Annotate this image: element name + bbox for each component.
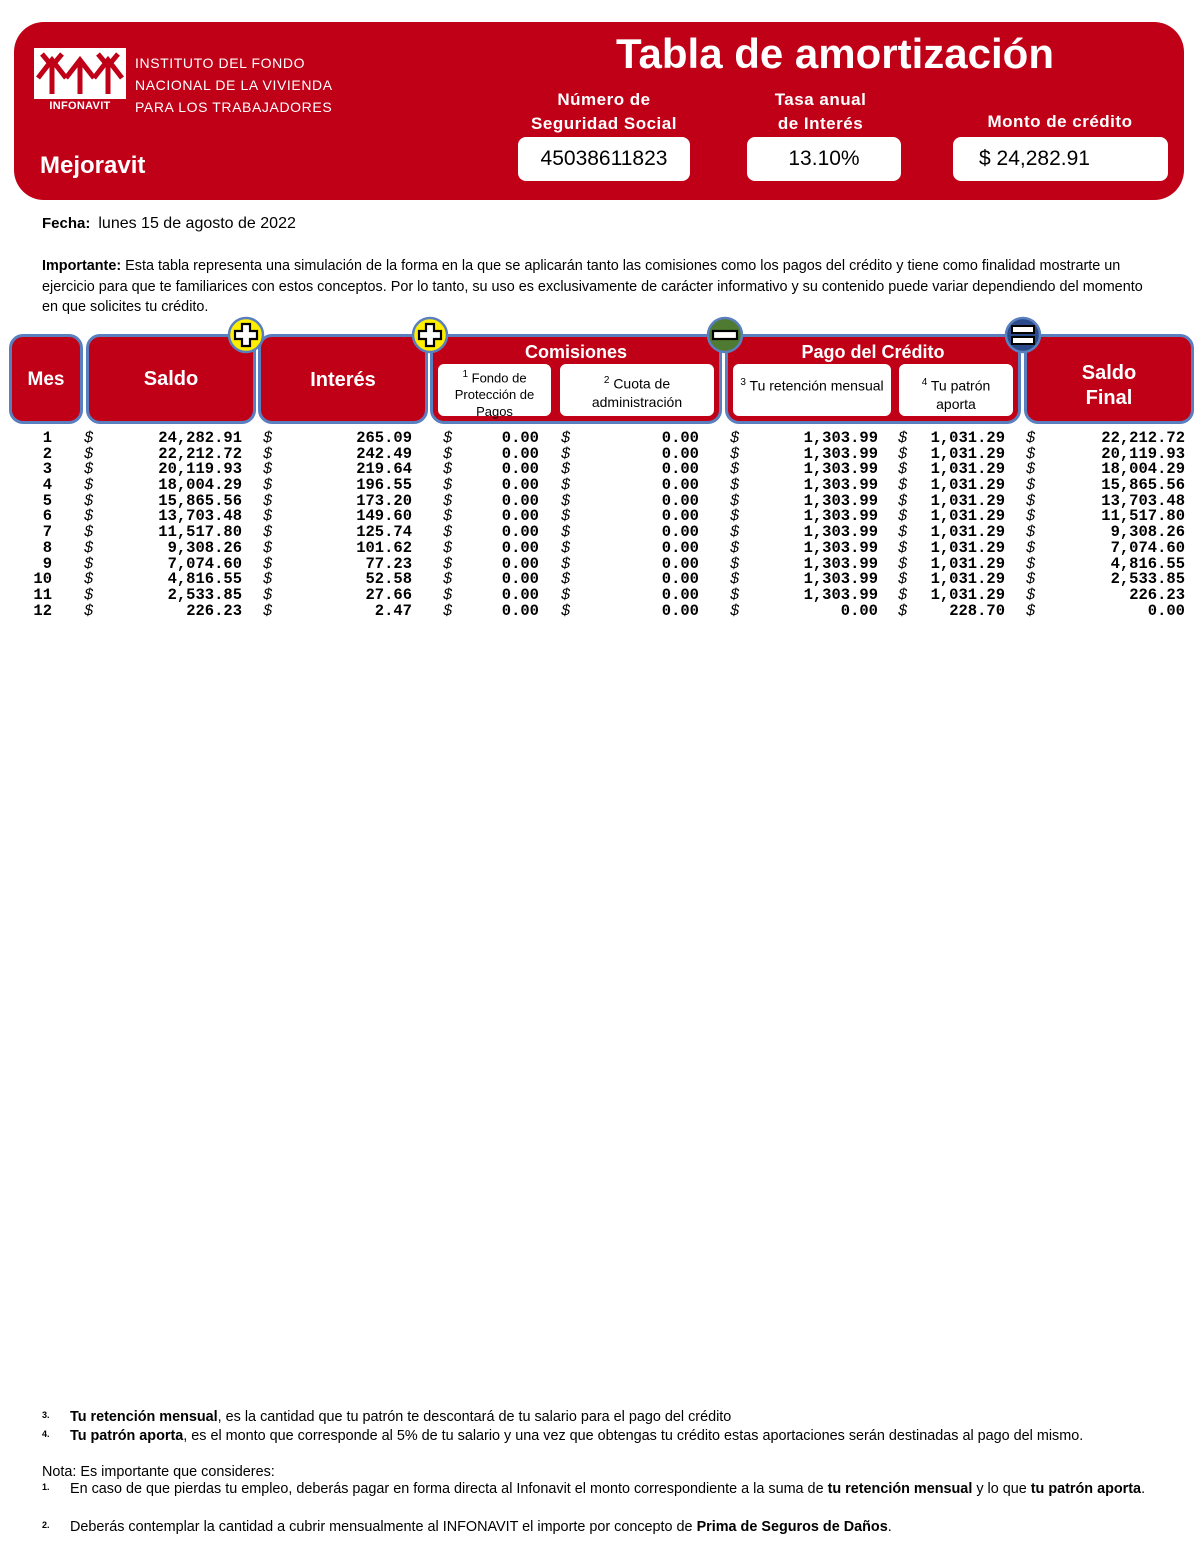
cell-currency: $ — [730, 601, 740, 620]
cell-currency: $ — [443, 491, 453, 510]
cell-mes: 1 — [42, 429, 52, 447]
subheader-patron: $^4$ Tu patrón aporta — [897, 362, 1015, 418]
cell-currency: $ — [443, 554, 453, 573]
cell-currency: $ — [263, 554, 273, 573]
important-note: Importante: Esta tabla representa una simulación de la forma en la que se aplicarán tanto las comisiones como los pagos del crédito y tiene como finalidad mostrarte un ejercicio para que te familiarices con estos conceptos. Por lo tanto, su uso es exclusivamente de carácter informativo y su contenido puede variar dependiendo del momento en que solicites tu crédito. — [42, 258, 1143, 315]
cell-currency: $ — [84, 585, 94, 604]
cell-currency: $ — [1026, 429, 1036, 447]
cell-saldo-final: 9,308.26 — [1110, 523, 1185, 542]
cell-currency: $ — [443, 570, 453, 589]
cell-cuota: 0.00 — [661, 476, 699, 495]
cell-patron: 1,031.29 — [930, 538, 1005, 557]
houses-logo-icon — [34, 48, 126, 100]
plus-icon — [411, 316, 449, 354]
cell-patron: 1,031.29 — [930, 444, 1005, 463]
cell-mes: 9 — [42, 554, 52, 573]
cell-currency: $ — [561, 554, 571, 573]
cell-patron: 1,031.29 — [930, 460, 1005, 479]
cell-interes: 149.60 — [356, 507, 412, 526]
cell-saldo: 24,282.91 — [158, 429, 242, 447]
cell-currency: $ — [898, 601, 908, 620]
cell-patron: 228.70 — [949, 601, 1005, 620]
cell-currency: $ — [84, 460, 94, 479]
cell-currency: $ — [561, 538, 571, 557]
cell-currency: $ — [898, 554, 908, 573]
cell-currency: $ — [898, 585, 908, 604]
cell-currency: $ — [561, 429, 571, 447]
cell-cuota: 0.00 — [661, 538, 699, 557]
cell-fondo: 0.00 — [501, 585, 539, 604]
footnote-3: 3. Tu retención mensual, es la cantidad que tu patrón te descontará de tu salario para el pago del crédito — [42, 1409, 732, 1425]
cell-currency: $ — [263, 460, 273, 479]
cell-saldo: 20,119.93 — [158, 460, 242, 479]
cell-mes: 12 — [33, 601, 52, 620]
cell-currency: $ — [561, 585, 571, 604]
amortization-table — [0, 431, 1200, 619]
cell-saldo-final: 18,004.29 — [1101, 460, 1185, 479]
cell-currency: $ — [84, 491, 94, 510]
cell-saldo: 22,212.72 — [158, 444, 242, 463]
cell-mes: 5 — [42, 491, 52, 510]
cell-fondo: 0.00 — [501, 476, 539, 495]
cell-currency: $ — [263, 444, 273, 463]
cell-cuota: 0.00 — [661, 523, 699, 542]
cell-currency: $ — [898, 523, 908, 542]
cell-currency: $ — [1026, 491, 1036, 510]
cell-currency: $ — [1026, 507, 1036, 526]
table-row — [0, 601, 1200, 620]
cell-retencion: 0.00 — [840, 601, 878, 620]
cell-interes: 27.66 — [365, 585, 412, 604]
cell-saldo-final: 0.00 — [1147, 601, 1185, 620]
cell-saldo: 7,074.60 — [167, 554, 242, 573]
cell-retencion: 1,303.99 — [803, 476, 878, 495]
cell-currency: $ — [84, 538, 94, 557]
cell-saldo: 18,004.29 — [158, 476, 242, 495]
cell-currency: $ — [84, 523, 94, 542]
cell-currency: $ — [443, 507, 453, 526]
cell-patron: 1,031.29 — [930, 570, 1005, 589]
cell-currency: $ — [84, 554, 94, 573]
cell-mes: 6 — [42, 507, 52, 526]
cell-patron: 1,031.29 — [930, 429, 1005, 447]
cell-currency: $ — [730, 570, 740, 589]
cell-currency: $ — [263, 429, 273, 447]
cell-currency: $ — [84, 444, 94, 463]
cell-currency: $ — [561, 507, 571, 526]
cell-currency: $ — [443, 585, 453, 604]
cell-saldo: 4,816.55 — [167, 570, 242, 589]
cell-currency: $ — [898, 444, 908, 463]
cell-fondo: 0.00 — [501, 523, 539, 542]
cell-retencion: 1,303.99 — [803, 585, 878, 604]
cell-retencion: 1,303.99 — [803, 538, 878, 557]
col-header-pago: Pago del Crédito — [725, 334, 1021, 424]
rate-field: 13.10% — [747, 137, 901, 181]
cell-saldo-final: 4,816.55 — [1110, 554, 1185, 573]
cell-currency: $ — [263, 507, 273, 526]
cell-fondo: 0.00 — [501, 491, 539, 510]
cell-saldo-final: 7,074.60 — [1110, 538, 1185, 557]
cell-currency: $ — [730, 507, 740, 526]
cell-fondo: 0.00 — [501, 429, 539, 447]
cell-currency: $ — [730, 554, 740, 573]
cell-saldo-final: 11,517.80 — [1101, 507, 1185, 526]
cell-currency: $ — [730, 585, 740, 604]
cell-cuota: 0.00 — [661, 444, 699, 463]
date-line: Fecha: lunes 15 de agosto de 2022 — [42, 215, 296, 232]
cell-currency: $ — [263, 570, 273, 589]
cell-interes: 52.58 — [365, 570, 412, 589]
cell-currency: $ — [84, 570, 94, 589]
cell-currency: $ — [1026, 476, 1036, 495]
cell-currency: $ — [443, 444, 453, 463]
cell-retencion: 1,303.99 — [803, 460, 878, 479]
col-header-interes: Interés — [258, 334, 428, 424]
logo-label: INFONAVIT — [34, 99, 126, 114]
amount-label: Monto de crédito — [987, 112, 1133, 131]
cell-currency: $ — [730, 538, 740, 557]
nota-label: Nota: Es importante que consideres: — [42, 1464, 275, 1480]
cell-cuota: 0.00 — [661, 601, 699, 620]
cell-currency: $ — [1026, 444, 1036, 463]
cell-mes: 11 — [33, 585, 52, 604]
cell-mes: 4 — [42, 476, 52, 495]
cell-currency: $ — [84, 507, 94, 526]
cell-patron: 1,031.29 — [930, 585, 1005, 604]
cell-cuota: 0.00 — [661, 491, 699, 510]
product-name: Mejoravit — [40, 152, 146, 179]
cell-currency: $ — [443, 460, 453, 479]
cell-currency: $ — [84, 476, 94, 495]
rate-label: Tasa anual de Interés — [774, 90, 867, 133]
cell-currency: $ — [898, 476, 908, 495]
plus-icon — [227, 316, 265, 354]
cell-currency: $ — [263, 476, 273, 495]
nota-item-1: 1. En caso de que pierdas tu empleo, deberás pagar en forma directa al Infonavit el monto correspondiente a la suma de tu retención mensual y lo que tu patrón aporta. — [42, 1481, 1146, 1497]
cell-currency: $ — [443, 429, 453, 447]
nota-item-2: 2. Deberás contemplar la cantidad a cubrir mensualmente al INFONAVIT el importe por concepto de Prima de Seguros de Daños. — [42, 1519, 892, 1535]
cell-fondo: 0.00 — [501, 538, 539, 557]
cell-currency: $ — [1026, 585, 1036, 604]
cell-mes: 10 — [33, 570, 52, 589]
cell-interes: 265.09 — [356, 429, 412, 447]
minus-icon — [706, 316, 744, 354]
cell-currency: $ — [561, 460, 571, 479]
cell-fondo: 0.00 — [501, 444, 539, 463]
cell-currency: $ — [730, 444, 740, 463]
cell-cuota: 0.00 — [661, 554, 699, 573]
cell-interes: 125.74 — [356, 523, 412, 542]
cell-fondo: 0.00 — [501, 507, 539, 526]
cell-saldo: 15,865.56 — [158, 491, 242, 510]
cell-patron: 1,031.29 — [930, 476, 1005, 495]
cell-currency: $ — [263, 491, 273, 510]
footnote-4: 4. Tu patrón aporta, es el monto que corresponde al 5% de tu salario y una vez que obtengas tu crédito estas aportaciones serán destinadas al pago del mismo. — [42, 1428, 1084, 1444]
cell-retencion: 1,303.99 — [803, 491, 878, 510]
amount-field: $ 24,282.91 — [953, 137, 1168, 181]
cell-saldo-final: 13,703.48 — [1101, 491, 1185, 510]
cell-retencion: 1,303.99 — [803, 507, 878, 526]
cell-currency: $ — [730, 491, 740, 510]
cell-saldo: 2,533.85 — [167, 585, 242, 604]
cell-cuota: 0.00 — [661, 570, 699, 589]
cell-currency: $ — [561, 444, 571, 463]
cell-saldo-final: 15,865.56 — [1101, 476, 1185, 495]
cell-currency: $ — [1026, 460, 1036, 479]
cell-cuota: 0.00 — [661, 507, 699, 526]
cell-currency: $ — [898, 507, 908, 526]
cell-interes: 242.49 — [356, 444, 412, 463]
cell-fondo: 0.00 — [501, 460, 539, 479]
cell-mes: 7 — [42, 523, 52, 542]
cell-currency: $ — [898, 538, 908, 557]
cell-cuota: 0.00 — [661, 460, 699, 479]
cell-currency: $ — [1026, 601, 1036, 620]
cell-mes: 3 — [42, 460, 52, 479]
cell-currency: $ — [898, 460, 908, 479]
cell-currency: $ — [443, 538, 453, 557]
cell-patron: 1,031.29 — [930, 554, 1005, 573]
cell-cuota: 0.00 — [661, 585, 699, 604]
cell-currency: $ — [561, 491, 571, 510]
cell-retencion: 1,303.99 — [803, 554, 878, 573]
cell-currency: $ — [1026, 538, 1036, 557]
cell-interes: 2.47 — [374, 601, 412, 620]
cell-currency: $ — [561, 476, 571, 495]
nss-label: Número de Seguridad Social — [531, 90, 677, 133]
cell-patron: 1,031.29 — [930, 523, 1005, 542]
cell-currency: $ — [561, 601, 571, 620]
cell-patron: 1,031.29 — [930, 507, 1005, 526]
cell-currency: $ — [263, 538, 273, 557]
cell-currency: $ — [898, 570, 908, 589]
col-header-comisiones: Comisiones — [430, 334, 722, 424]
cell-interes: 219.64 — [356, 460, 412, 479]
cell-fondo: 0.00 — [501, 570, 539, 589]
cell-currency: $ — [898, 491, 908, 510]
cell-saldo: 226.23 — [186, 601, 242, 620]
cell-retencion: 1,303.99 — [803, 523, 878, 542]
cell-currency: $ — [84, 429, 94, 447]
cell-currency: $ — [1026, 554, 1036, 573]
subheader-fondo: $^1$ Fondo de Protección de Pagos — [436, 362, 553, 418]
cell-currency: $ — [1026, 570, 1036, 589]
cell-currency: $ — [263, 601, 273, 620]
cell-retencion: 1,303.99 — [803, 429, 878, 447]
cell-currency: $ — [730, 460, 740, 479]
nss-field: 45038611823 — [518, 137, 690, 181]
cell-retencion: 1,303.99 — [803, 570, 878, 589]
infonavit-logo — [34, 48, 126, 114]
cell-interes: 101.62 — [356, 538, 412, 557]
col-header-saldo: Saldo — [86, 334, 256, 424]
cell-cuota: 0.00 — [661, 429, 699, 447]
page-title: Tabla de amortización — [616, 30, 1054, 77]
col-header-mes: Mes — [9, 334, 83, 424]
cell-mes: 2 — [42, 444, 52, 463]
cell-currency: $ — [561, 523, 571, 542]
cell-retencion: 1,303.99 — [803, 444, 878, 463]
cell-currency: $ — [730, 523, 740, 542]
table-row — [0, 585, 1200, 604]
cell-currency: $ — [443, 601, 453, 620]
cell-currency: $ — [263, 523, 273, 542]
cell-saldo: 11,517.80 — [158, 523, 242, 542]
cell-saldo: 13,703.48 — [158, 507, 242, 526]
cell-mes: 8 — [42, 538, 52, 557]
cell-currency: $ — [561, 570, 571, 589]
institute-name: INSTITUTO DEL FONDO NACIONAL DE LA VIVIENDA PARA LOS TRABAJADORES — [135, 55, 333, 115]
cell-currency: $ — [898, 429, 908, 447]
subheader-cuota: $^2$ Cuota de administración — [558, 362, 716, 418]
col-header-saldo-final: Saldo Final — [1024, 334, 1194, 424]
cell-saldo-final: 20,119.93 — [1101, 444, 1185, 463]
cell-currency: $ — [263, 585, 273, 604]
cell-fondo: 0.00 — [501, 601, 539, 620]
cell-currency: $ — [443, 476, 453, 495]
cell-saldo-final: 2,533.85 — [1110, 570, 1185, 589]
cell-currency: $ — [730, 429, 740, 447]
cell-saldo: 9,308.26 — [167, 538, 242, 557]
cell-currency: $ — [443, 523, 453, 542]
subheader-retencion: $^3$ Tu retención mensual — [731, 362, 893, 418]
cell-currency: $ — [84, 601, 94, 620]
cell-saldo-final: 22,212.72 — [1101, 429, 1185, 447]
cell-fondo: 0.00 — [501, 554, 539, 573]
cell-currency: $ — [1026, 523, 1036, 542]
equals-icon — [1004, 316, 1042, 354]
cell-currency: $ — [730, 476, 740, 495]
cell-interes: 173.20 — [356, 491, 412, 510]
cell-patron: 1,031.29 — [930, 491, 1005, 510]
cell-saldo-final: 226.23 — [1129, 585, 1185, 604]
cell-interes: 77.23 — [365, 554, 412, 573]
cell-interes: 196.55 — [356, 476, 412, 495]
